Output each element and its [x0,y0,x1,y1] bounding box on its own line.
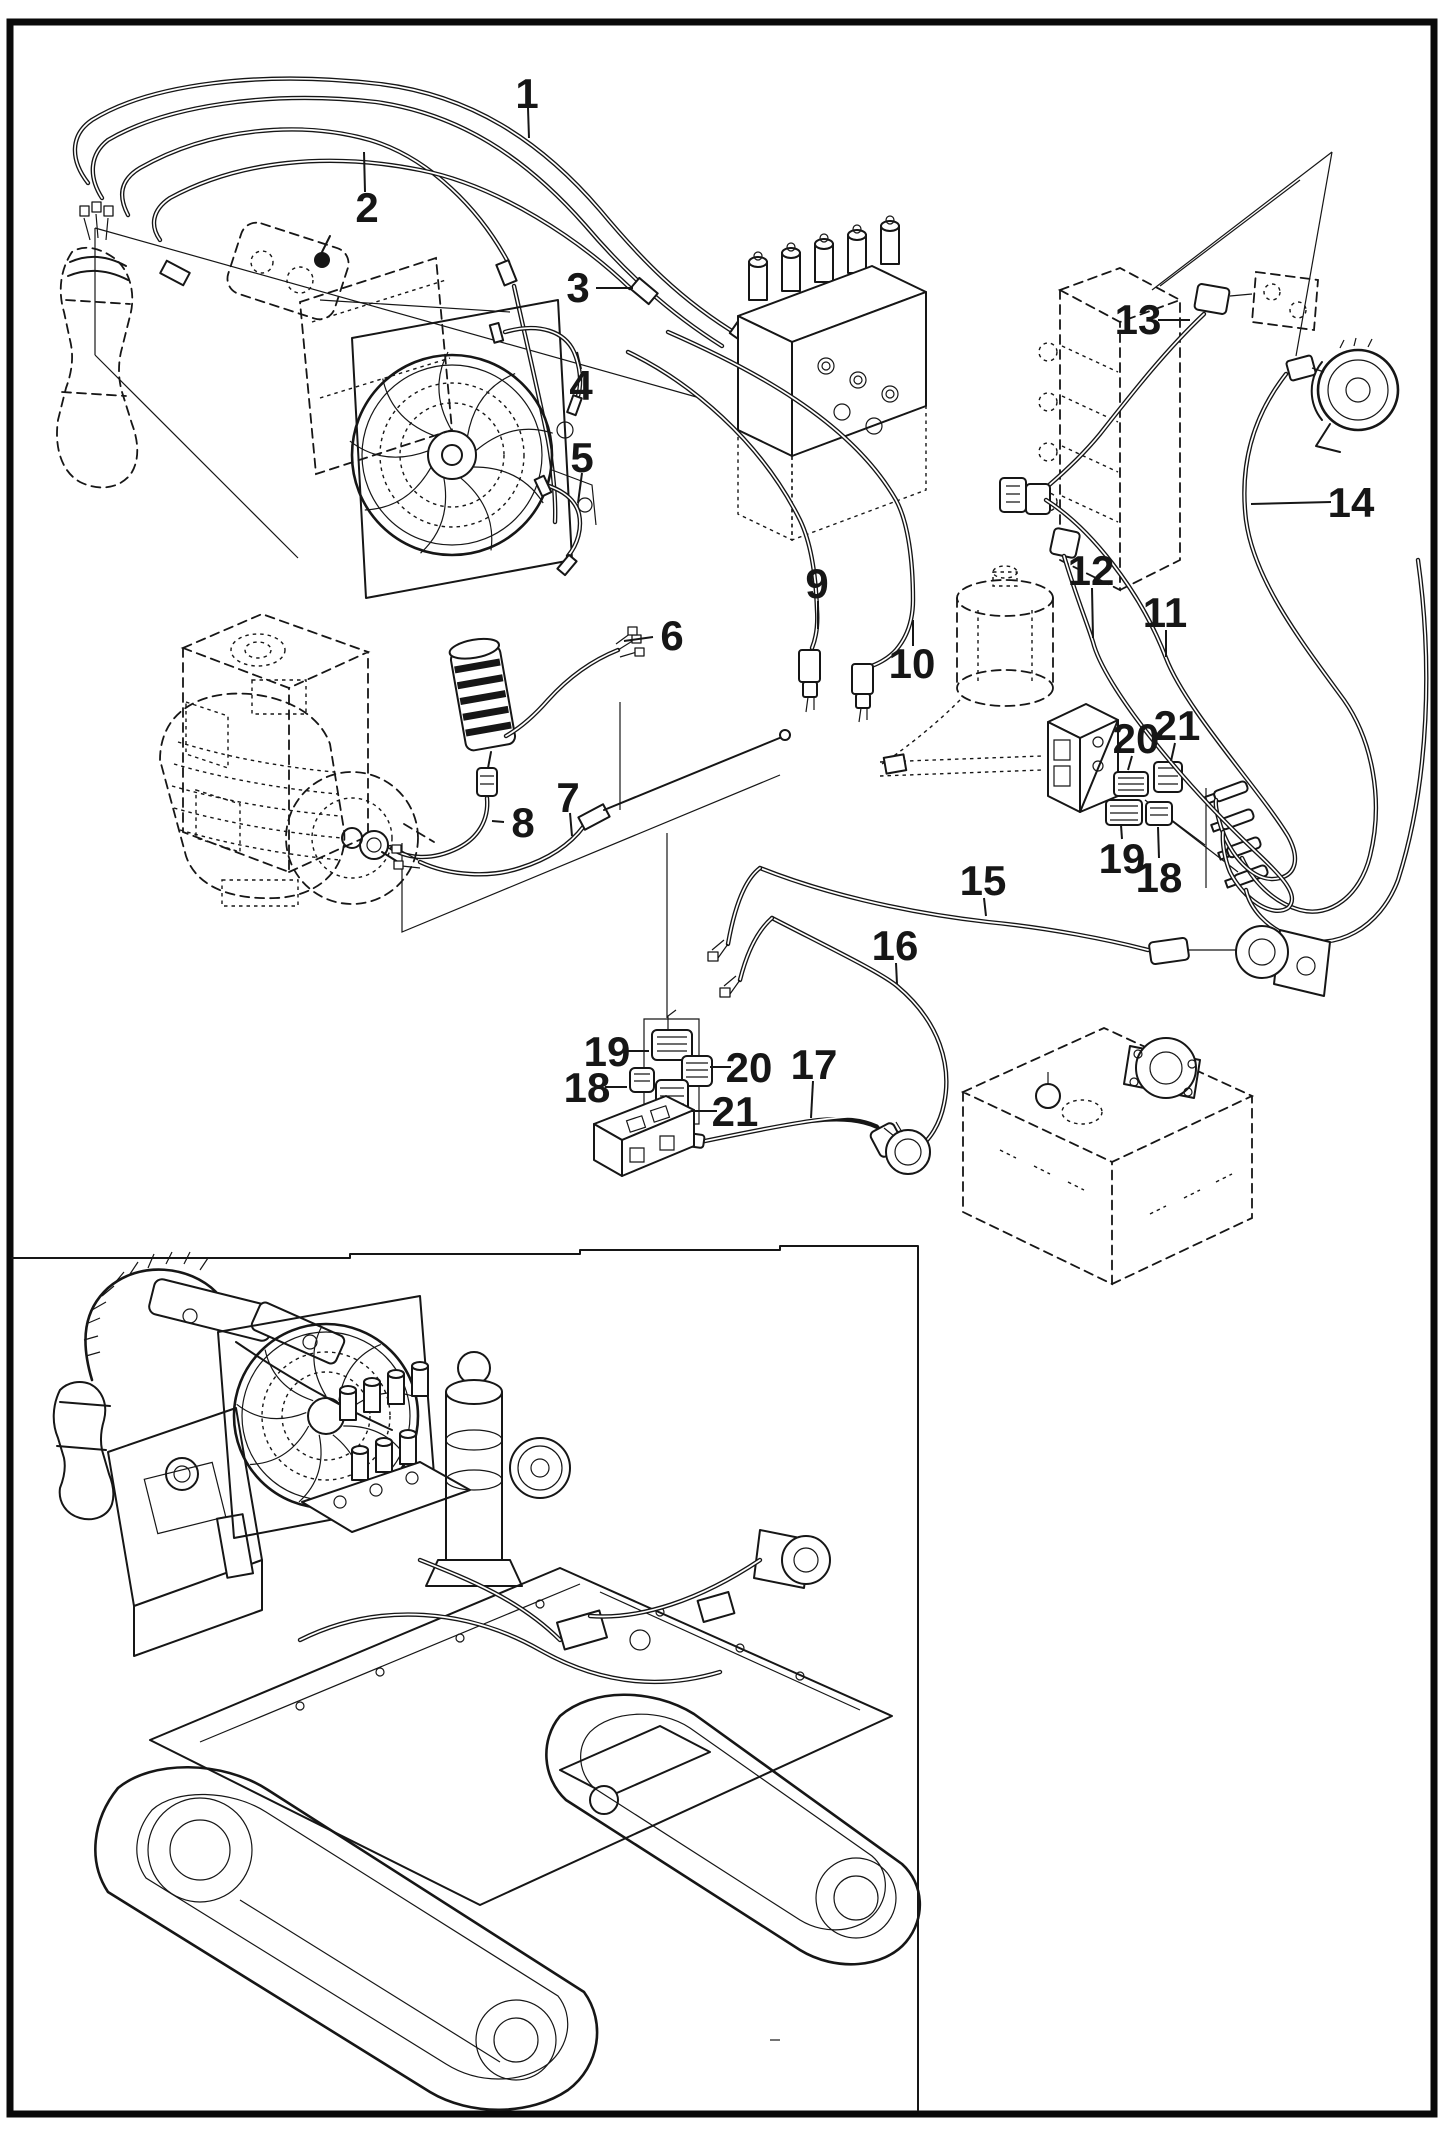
callout-leader-12 [1092,588,1093,638]
machine-track-right [546,1695,919,1965]
cable-6 [506,627,644,736]
hydraulic-tank [183,614,398,872]
callout-number-16: 16 [871,922,919,970]
connector-plug-20 [1114,772,1148,796]
machine-side-pump [754,1530,830,1588]
remote-control-plug [57,202,137,487]
callout-number-20: 20 [1112,715,1160,763]
mounting-bracket [1252,272,1318,330]
callout-number-10: 10 [888,640,936,688]
callout-number-7: 7 [556,774,580,822]
callout-number-12: 12 [1067,547,1115,595]
callout-number-21: 21 [1153,702,1201,750]
callout-number-14: 14 [1327,479,1375,527]
callout-leader-8 [492,821,504,822]
round-connector [869,1122,930,1174]
callout-number-11: 11 [1142,589,1188,637]
connector-plug-21 [1154,762,1182,792]
cable-15 [708,868,1148,961]
callout-leader-14 [1251,502,1331,504]
callout-number-4: 4 [569,362,593,410]
callout-number-8: 8 [511,799,535,847]
callout-number-15: 15 [959,857,1007,905]
tank-pump [1124,1038,1200,1098]
machine-pump-tower [426,1352,570,1586]
callout-number-2: 2 [355,184,379,232]
callout-number-3: 3 [566,264,590,312]
filter-plug [477,752,497,796]
callout-layer [355,70,1375,1135]
cable-8 [390,798,487,857]
gear-pump [1149,926,1330,996]
connector-plug-19-mid [652,1010,692,1060]
callout-number-6: 6 [660,612,684,660]
distribution-manifold [1048,704,1118,812]
callout-number-5: 5 [570,434,594,482]
callout-number-20: 20 [725,1044,773,1092]
callout-number-18: 18 [1135,854,1183,902]
machine-track-left [95,1767,597,2110]
callout-number-13: 13 [1114,296,1162,344]
hose-5 [535,476,580,575]
cable-1 [75,79,760,348]
callout-number-19: 19 [583,1028,631,1076]
electric-motor [160,680,434,906]
headlamp [1286,338,1398,452]
machine-valve-cluster [302,1362,470,1532]
connector-plug-19 [1106,800,1142,825]
callout-number-9: 9 [805,560,829,608]
callout-number-1: 1 [515,70,539,118]
connector-plug-18 [1146,802,1172,825]
callout-number-18: 18 [563,1064,611,1112]
hydraulic-tank-right [963,1028,1252,1284]
cable-14 [1242,374,1376,912]
callout-number-21: 21 [711,1088,759,1136]
radiator-fan-unit [300,258,596,598]
machine-view-box [12,1246,918,2110]
control-panel-bracket [223,219,352,324]
callout-number-17: 17 [790,1041,838,1089]
main-valve-block [738,216,926,540]
cable-aux-right [1246,560,1426,942]
connector-plug-18-mid [630,1068,654,1092]
machine-overview-drawing [54,1252,920,2110]
callout-number-19: 19 [1098,835,1146,883]
